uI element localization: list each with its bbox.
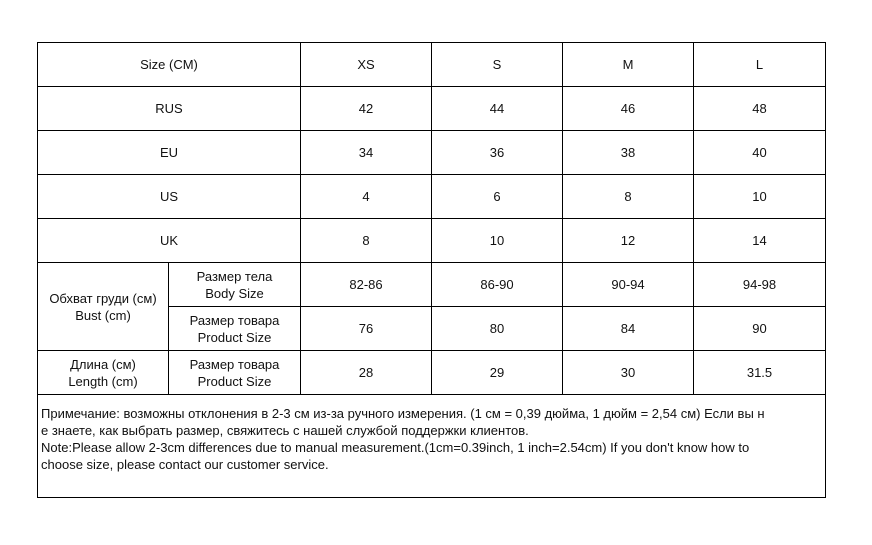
table-cell: 46 bbox=[563, 87, 694, 131]
sublabel-length-product-size bbox=[169, 351, 301, 395]
row-label-length bbox=[38, 351, 169, 395]
row-label-bust bbox=[38, 263, 169, 351]
row-label-us: US bbox=[38, 175, 301, 219]
table-cell: 90-94 bbox=[563, 263, 694, 307]
body-size-label-ru: Размер тела bbox=[196, 268, 273, 284]
table-cell: 29 bbox=[432, 351, 563, 395]
length-product-label-ru: Размер товара bbox=[189, 356, 280, 372]
row-label-rus: RUS bbox=[38, 87, 301, 131]
bust-label-ru: Обхват груди (см) bbox=[49, 290, 157, 306]
table-cell: 34 bbox=[301, 131, 432, 175]
size-header-xs: XS bbox=[301, 43, 432, 87]
length-label-en: Length (cm) bbox=[68, 373, 138, 389]
row-label-uk: UK bbox=[38, 219, 301, 263]
table-cell: 28 bbox=[301, 351, 432, 395]
table-cell: 36 bbox=[432, 131, 563, 175]
table-cell: 10 bbox=[432, 219, 563, 263]
table-cell: 86-90 bbox=[432, 263, 563, 307]
size-header-l: L bbox=[694, 43, 826, 87]
table-cell: 80 bbox=[432, 307, 563, 351]
table-cell: 6 bbox=[432, 175, 563, 219]
note-line-1: Примечание: возможны отклонения в 2-3 см из-за ручного измерения. (1 см = 0,39 дюйма, 1 дюйм = 2,54 см) Если вы н bbox=[41, 406, 765, 421]
length-product-label-en: Product Size bbox=[197, 373, 272, 389]
table-cell: 31.5 bbox=[694, 351, 826, 395]
table-cell: 82-86 bbox=[301, 263, 432, 307]
size-header-s: S bbox=[432, 43, 563, 87]
table-row-bust-body bbox=[38, 263, 826, 307]
table-cell: 44 bbox=[432, 87, 563, 131]
table-cell: 84 bbox=[563, 307, 694, 351]
length-label-ru: Длина (см) bbox=[70, 356, 136, 372]
size-chart-table bbox=[37, 42, 826, 498]
table-row-us bbox=[38, 175, 826, 219]
product-size-label-en: Product Size bbox=[197, 329, 272, 345]
table-row-eu bbox=[38, 131, 826, 175]
table-cell: 94-98 bbox=[694, 263, 826, 307]
table-cell: 4 bbox=[301, 175, 432, 219]
size-header-label: Size (CM) bbox=[38, 43, 301, 87]
table-cell: 48 bbox=[694, 87, 826, 131]
table-row-uk bbox=[38, 219, 826, 263]
note-row bbox=[38, 395, 826, 498]
table-cell: 42 bbox=[301, 87, 432, 131]
table-cell: 40 bbox=[694, 131, 826, 175]
row-label-eu: EU bbox=[38, 131, 301, 175]
product-size-label-ru: Размер товара bbox=[189, 312, 280, 328]
sublabel-product-size bbox=[169, 307, 301, 351]
table-cell: 10 bbox=[694, 175, 826, 219]
table-row-rus bbox=[38, 87, 826, 131]
table-cell: 38 bbox=[563, 131, 694, 175]
size-header-m: M bbox=[563, 43, 694, 87]
table-cell: 8 bbox=[301, 219, 432, 263]
table-cell: 12 bbox=[563, 219, 694, 263]
table-cell: 76 bbox=[301, 307, 432, 351]
table-row-length bbox=[38, 351, 826, 395]
table-cell: 8 bbox=[563, 175, 694, 219]
sublabel-body-size bbox=[169, 263, 301, 307]
note-line-2: е знаете, как выбрать размер, свяжитесь с нашей службой поддержки клиентов. bbox=[41, 423, 529, 438]
table-cell: 90 bbox=[694, 307, 826, 351]
note-line-4: choose size, please contact our customer service. bbox=[41, 457, 329, 472]
table-cell: 30 bbox=[563, 351, 694, 395]
header-row bbox=[38, 43, 826, 87]
table-cell: 14 bbox=[694, 219, 826, 263]
body-size-label-en: Body Size bbox=[205, 285, 264, 301]
bust-label-en: Bust (cm) bbox=[75, 307, 131, 323]
note-cell bbox=[38, 395, 826, 498]
note-line-3: Note:Please allow 2-3cm differences due to manual measurement.(1cm=0.39inch, 1 inch=2.54cm) If you don't know how to bbox=[41, 440, 750, 455]
